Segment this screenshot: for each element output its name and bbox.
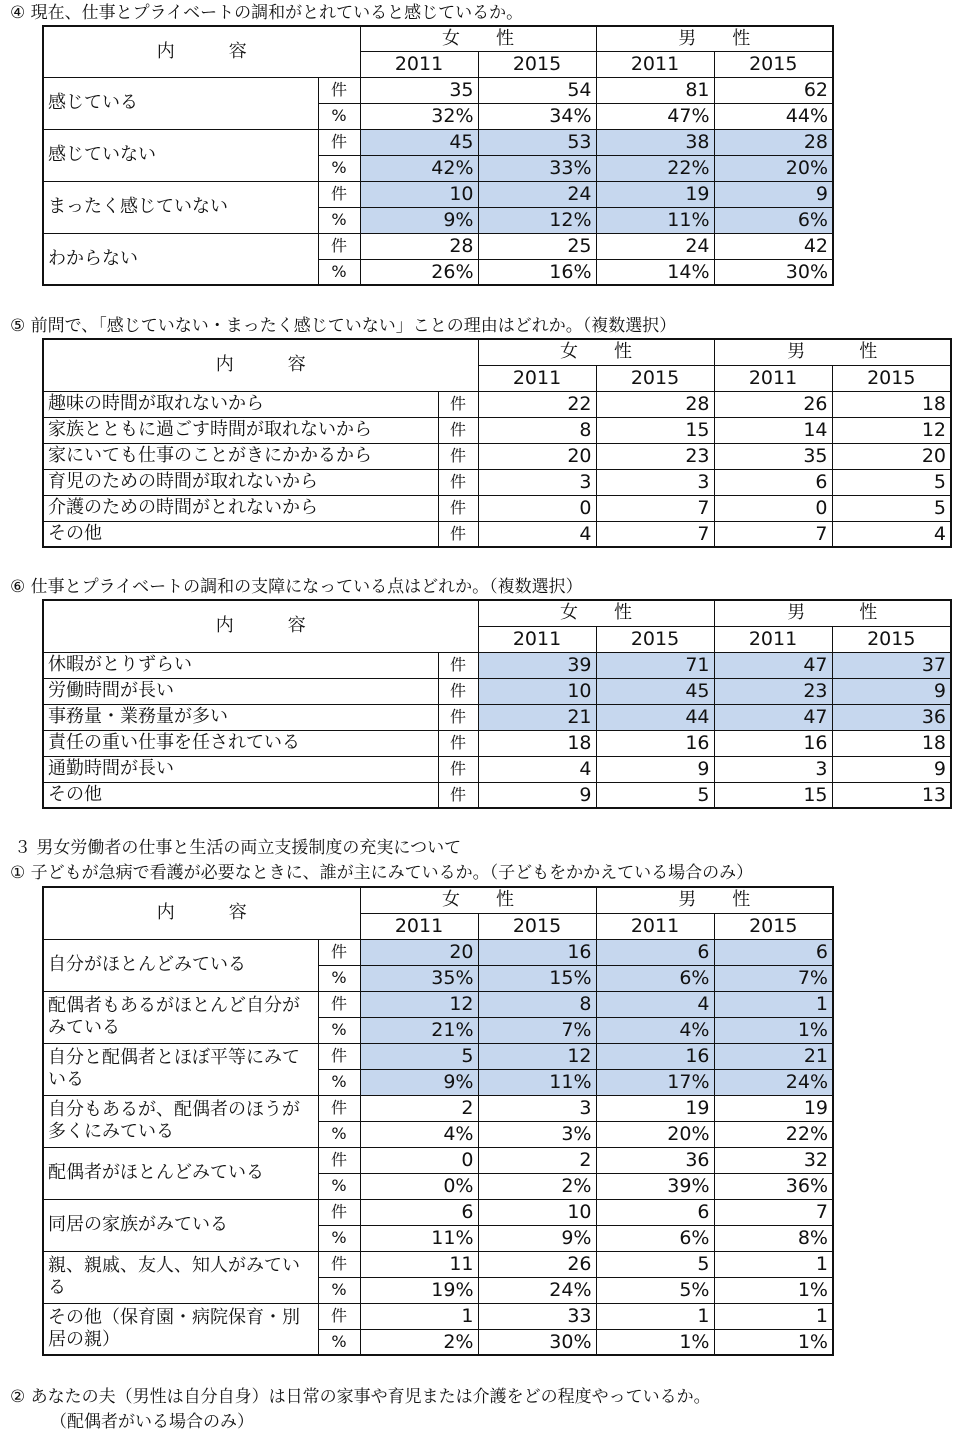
cell-value: 5% [596, 1277, 714, 1303]
cell-value: 19 [596, 1095, 714, 1121]
cell-value: 14% [596, 259, 714, 285]
cell-value: 36 [832, 704, 951, 730]
cell-value: 45 [596, 678, 714, 704]
cell-value: 21 [714, 1043, 833, 1069]
unit-count: 件 [318, 1095, 360, 1121]
cell-value: 9 [714, 181, 833, 207]
cell-value: 0% [360, 1173, 478, 1199]
unit-percent: % [318, 103, 360, 129]
q6-year: 2015 [596, 626, 714, 652]
table-row [43, 730, 951, 756]
cell-value: 22% [596, 155, 714, 181]
cell-value: 30% [478, 1329, 596, 1355]
table-row [43, 1251, 833, 1277]
cell-value: 9 [478, 782, 596, 808]
cell-value: 35% [360, 965, 478, 991]
q6-header-female: 女 性 [478, 600, 714, 626]
q6-year: 2011 [478, 626, 596, 652]
unit-count: 件 [438, 730, 478, 756]
cell-value: 11% [360, 1225, 478, 1251]
cell-value: 7 [596, 521, 714, 547]
unit-count: 件 [318, 1147, 360, 1173]
q5-header-male: 男 性 [714, 339, 951, 365]
cell-value: 34% [478, 103, 596, 129]
cell-value: 4 [478, 756, 596, 782]
cell-value: 4 [596, 991, 714, 1017]
cell-value: 6 [360, 1199, 478, 1225]
cell-value: 19% [360, 1277, 478, 1303]
row-label: まったく感じていない [43, 181, 318, 233]
cell-value: 3 [478, 1095, 596, 1121]
cell-value: 5 [360, 1043, 478, 1069]
table-row [43, 181, 833, 207]
cell-value: 2% [360, 1329, 478, 1355]
cell-value: 4% [360, 1121, 478, 1147]
row-label: 趣味の時間が取れないから [43, 391, 438, 417]
cell-value: 11 [360, 1251, 478, 1277]
row-label: 育児のための時間が取れないから [43, 469, 438, 495]
cell-value: 13 [832, 782, 951, 808]
table-row [43, 652, 951, 678]
row-label: 配偶者もあるがほとんど自分がみている [43, 991, 318, 1043]
cell-value: 16 [596, 730, 714, 756]
cell-value: 23 [714, 678, 832, 704]
table-row [43, 678, 951, 704]
q5-year: 2011 [714, 365, 832, 391]
table-row [43, 233, 833, 259]
cell-value: 16 [596, 1043, 714, 1069]
table-row [43, 1199, 833, 1225]
q6-table [42, 599, 952, 809]
unit-count: 件 [438, 678, 478, 704]
unit-percent: % [318, 1277, 360, 1303]
unit-count: 件 [318, 1043, 360, 1069]
cell-value: 7 [714, 521, 832, 547]
unit-count: 件 [438, 469, 478, 495]
cell-value: 2% [478, 1173, 596, 1199]
cell-value: 20 [360, 939, 478, 965]
cell-value: 7% [478, 1017, 596, 1043]
cell-value: 16 [478, 939, 596, 965]
table-row [43, 495, 951, 521]
cell-value: 22% [714, 1121, 833, 1147]
unit-count: 件 [318, 77, 360, 103]
s3-header-male: 男 性 [596, 887, 833, 913]
cell-value: 6 [596, 1199, 714, 1225]
cell-value: 0 [360, 1147, 478, 1173]
cell-value: 81 [596, 77, 714, 103]
table-row [43, 469, 951, 495]
row-label: 休暇がとりずらい [43, 652, 438, 678]
table-row [43, 391, 951, 417]
cell-value: 5 [596, 782, 714, 808]
cell-value: 22 [478, 391, 596, 417]
cell-value: 10 [478, 678, 596, 704]
cell-value: 32 [714, 1147, 833, 1173]
row-label: 配偶者がほとんどみている [43, 1147, 318, 1199]
cell-value: 16 [714, 730, 832, 756]
cell-value: 33% [478, 155, 596, 181]
unit-count: 件 [318, 991, 360, 1017]
row-label: 自分がほとんどみている [43, 939, 318, 991]
cell-value: 3 [596, 469, 714, 495]
cell-value: 44 [596, 704, 714, 730]
q5-year: 2011 [478, 365, 596, 391]
cell-value: 35 [714, 443, 832, 469]
q6-year: 2015 [832, 626, 951, 652]
cell-value: 21% [360, 1017, 478, 1043]
row-label: その他 [43, 521, 438, 547]
table-row [43, 991, 833, 1017]
cell-value: 24% [714, 1069, 833, 1095]
row-label: 通勤時間が長い [43, 756, 438, 782]
cell-value: 3 [714, 756, 832, 782]
unit-count: 件 [438, 782, 478, 808]
cell-value: 62 [714, 77, 833, 103]
cell-value: 2 [478, 1147, 596, 1173]
cell-value: 1% [714, 1017, 833, 1043]
cell-value: 12 [360, 991, 478, 1017]
cell-value: 4 [478, 521, 596, 547]
unit-percent: % [318, 1121, 360, 1147]
row-label: 責任の重い仕事を任されている [43, 730, 438, 756]
q4-heading: ④ 現在、仕事とプライベートの調和がとれていると感じているか。 [10, 3, 524, 23]
cell-value: 9% [478, 1225, 596, 1251]
cell-value: 17% [596, 1069, 714, 1095]
cell-value: 6 [596, 939, 714, 965]
row-label: 自分もあるが、配偶者のほうが多くにみている [43, 1095, 318, 1147]
row-label: 労働時間が長い [43, 678, 438, 704]
unit-count: 件 [318, 1199, 360, 1225]
unit-count: 件 [318, 233, 360, 259]
s3-q2-heading: ② あなたの夫（男性は自分自身）は日常の家事や育児または介護をどの程度やっているか。 [10, 1387, 711, 1407]
cell-value: 1 [360, 1303, 478, 1329]
cell-value: 0 [478, 495, 596, 521]
cell-value: 28 [360, 233, 478, 259]
cell-value: 5 [832, 495, 951, 521]
table-row [43, 443, 951, 469]
s3-year: 2015 [478, 913, 596, 939]
cell-value: 23 [596, 443, 714, 469]
cell-value: 1% [714, 1277, 833, 1303]
cell-value: 1 [596, 1303, 714, 1329]
cell-value: 16% [478, 259, 596, 285]
row-label: 家族とともに過ごす時間が取れないから [43, 417, 438, 443]
cell-value: 12 [832, 417, 951, 443]
cell-value: 19 [714, 1095, 833, 1121]
cell-value: 32% [360, 103, 478, 129]
table-row [43, 129, 833, 155]
cell-value: 45 [360, 129, 478, 155]
unit-count: 件 [438, 704, 478, 730]
q5-year: 2015 [832, 365, 951, 391]
s3-year: 2015 [714, 913, 833, 939]
unit-count: 件 [318, 1303, 360, 1329]
cell-value: 28 [714, 129, 833, 155]
cell-value: 37 [832, 652, 951, 678]
table-row [43, 521, 951, 547]
cell-value: 15% [478, 965, 596, 991]
unit-percent: % [318, 1173, 360, 1199]
cell-value: 44% [714, 103, 833, 129]
q4-year: 2015 [478, 51, 596, 77]
cell-value: 9 [832, 756, 951, 782]
q4-year: 2011 [360, 51, 478, 77]
cell-value: 6% [596, 1225, 714, 1251]
row-label: その他（保育園・病院保育・別居の親） [43, 1303, 318, 1355]
unit-count: 件 [438, 443, 478, 469]
cell-value: 35 [360, 77, 478, 103]
row-label: 親、親戚、友人、知人がみている [43, 1251, 318, 1303]
cell-value: 20 [832, 443, 951, 469]
cell-value: 28 [596, 391, 714, 417]
q6-header-male: 男 性 [714, 600, 951, 626]
q4-header-female: 女 性 [360, 26, 596, 51]
unit-count: 件 [438, 652, 478, 678]
unit-count: 件 [318, 129, 360, 155]
unit-count: 件 [438, 495, 478, 521]
q4-year: 2015 [714, 51, 833, 77]
q4-table [42, 25, 834, 286]
unit-percent: % [318, 259, 360, 285]
cell-value: 2 [360, 1095, 478, 1121]
q5-header-main: 内 容 [43, 339, 478, 391]
cell-value: 20% [596, 1121, 714, 1147]
unit-count: 件 [318, 939, 360, 965]
cell-value: 4% [596, 1017, 714, 1043]
cell-value: 42% [360, 155, 478, 181]
cell-value: 30% [714, 259, 833, 285]
cell-value: 36% [714, 1173, 833, 1199]
cell-value: 5 [832, 469, 951, 495]
cell-value: 7 [714, 1199, 833, 1225]
cell-value: 53 [478, 129, 596, 155]
q6-header-main: 内 容 [43, 600, 478, 652]
unit-percent: % [318, 207, 360, 233]
cell-value: 24 [478, 181, 596, 207]
unit-count: 件 [318, 1251, 360, 1277]
row-label: わからない [43, 233, 318, 285]
cell-value: 71 [596, 652, 714, 678]
cell-value: 14 [714, 417, 832, 443]
cell-value: 15 [596, 417, 714, 443]
cell-value: 12% [478, 207, 596, 233]
row-label: 感じている [43, 77, 318, 129]
cell-value: 9% [360, 207, 478, 233]
cell-value: 21 [478, 704, 596, 730]
unit-count: 件 [438, 417, 478, 443]
cell-value: 3% [478, 1121, 596, 1147]
cell-value: 8% [714, 1225, 833, 1251]
row-label: 同居の家族がみている [43, 1199, 318, 1251]
cell-value: 8 [478, 417, 596, 443]
unit-percent: % [318, 1017, 360, 1043]
cell-value: 6 [714, 469, 832, 495]
q5-table [42, 338, 952, 548]
table-row [43, 756, 951, 782]
cell-value: 42 [714, 233, 833, 259]
unit-percent: % [318, 965, 360, 991]
unit-count: 件 [438, 391, 478, 417]
unit-count: 件 [318, 181, 360, 207]
table-row [43, 782, 951, 808]
q6-heading: ⑥ 仕事とプライベートの調和の支障になっている点はどれか。（複数選択） [10, 577, 583, 597]
cell-value: 36 [596, 1147, 714, 1173]
cell-value: 47% [596, 103, 714, 129]
cell-value: 6% [714, 207, 833, 233]
unit-count: 件 [438, 756, 478, 782]
cell-value: 18 [832, 730, 951, 756]
cell-value: 6% [596, 965, 714, 991]
cell-value: 26% [360, 259, 478, 285]
cell-value: 24% [478, 1277, 596, 1303]
s3-year: 2011 [360, 913, 478, 939]
cell-value: 1% [714, 1329, 833, 1355]
cell-value: 10 [478, 1199, 596, 1225]
cell-value: 39 [478, 652, 596, 678]
table-row [43, 1147, 833, 1173]
table-row [43, 77, 833, 103]
cell-value: 38 [596, 129, 714, 155]
q6-year: 2011 [714, 626, 832, 652]
cell-value: 6 [714, 939, 833, 965]
unit-count: 件 [438, 521, 478, 547]
row-label: その他 [43, 782, 438, 808]
cell-value: 39% [596, 1173, 714, 1199]
unit-percent: % [318, 155, 360, 181]
cell-value: 3 [478, 469, 596, 495]
s3-header-main: 内 容 [43, 887, 360, 939]
cell-value: 10 [360, 181, 478, 207]
cell-value: 0 [714, 495, 832, 521]
cell-value: 9 [596, 756, 714, 782]
cell-value: 20 [478, 443, 596, 469]
row-label: 介護のための時間がとれないから [43, 495, 438, 521]
unit-percent: % [318, 1069, 360, 1095]
cell-value: 20% [714, 155, 833, 181]
cell-value: 9 [832, 678, 951, 704]
cell-value: 1% [596, 1329, 714, 1355]
cell-value: 7% [714, 965, 833, 991]
q5-heading: ⑤ 前問で、「感じていない・まったく感じていない」ことの理由はどれか。（複数選択） [10, 316, 677, 336]
unit-percent: % [318, 1225, 360, 1251]
cell-value: 33 [478, 1303, 596, 1329]
table-row [43, 1303, 833, 1329]
cell-value: 4 [832, 521, 951, 547]
cell-value: 8 [478, 991, 596, 1017]
table-row [43, 1095, 833, 1121]
s3-year: 2011 [596, 913, 714, 939]
q4-header-main: 内 容 [43, 26, 360, 77]
q5-year: 2015 [596, 365, 714, 391]
cell-value: 18 [832, 391, 951, 417]
s3-q1-heading: ① 子どもが急病で看護が必要なときに、誰が主にみているか。（子どもをかかえている場合のみ） [10, 863, 754, 883]
cell-value: 54 [478, 77, 596, 103]
row-label: 感じていない [43, 129, 318, 181]
cell-value: 9% [360, 1069, 478, 1095]
row-label: 自分と配偶者とほぼ平等にみている [43, 1043, 318, 1095]
unit-percent: % [318, 1329, 360, 1355]
cell-value: 24 [596, 233, 714, 259]
q4-year: 2011 [596, 51, 714, 77]
table-row [43, 417, 951, 443]
cell-value: 25 [478, 233, 596, 259]
table-row [43, 1043, 833, 1069]
table-row [43, 704, 951, 730]
cell-value: 1 [714, 991, 833, 1017]
cell-value: 7 [596, 495, 714, 521]
cell-value: 11% [478, 1069, 596, 1095]
row-label: 事務量・業務量が多い [43, 704, 438, 730]
cell-value: 5 [596, 1251, 714, 1277]
s3-q1-table [42, 886, 834, 1356]
cell-value: 26 [478, 1251, 596, 1277]
s3-q2-note: （配偶者がいる場合のみ） [50, 1412, 254, 1432]
cell-value: 19 [596, 181, 714, 207]
table-row [43, 939, 833, 965]
cell-value: 18 [478, 730, 596, 756]
cell-value: 47 [714, 652, 832, 678]
cell-value: 47 [714, 704, 832, 730]
cell-value: 1 [714, 1251, 833, 1277]
row-label: 家にいても仕事のことがきにかかるから [43, 443, 438, 469]
cell-value: 11% [596, 207, 714, 233]
cell-value: 26 [714, 391, 832, 417]
q4-header-male: 男 性 [596, 26, 833, 51]
cell-value: 12 [478, 1043, 596, 1069]
s3-header-female: 女 性 [360, 887, 596, 913]
q5-header-female: 女 性 [478, 339, 714, 365]
cell-value: 1 [714, 1303, 833, 1329]
section3-heading: ３ 男女労働者の仕事と生活の両立支援制度の充実について [14, 838, 462, 858]
cell-value: 15 [714, 782, 832, 808]
